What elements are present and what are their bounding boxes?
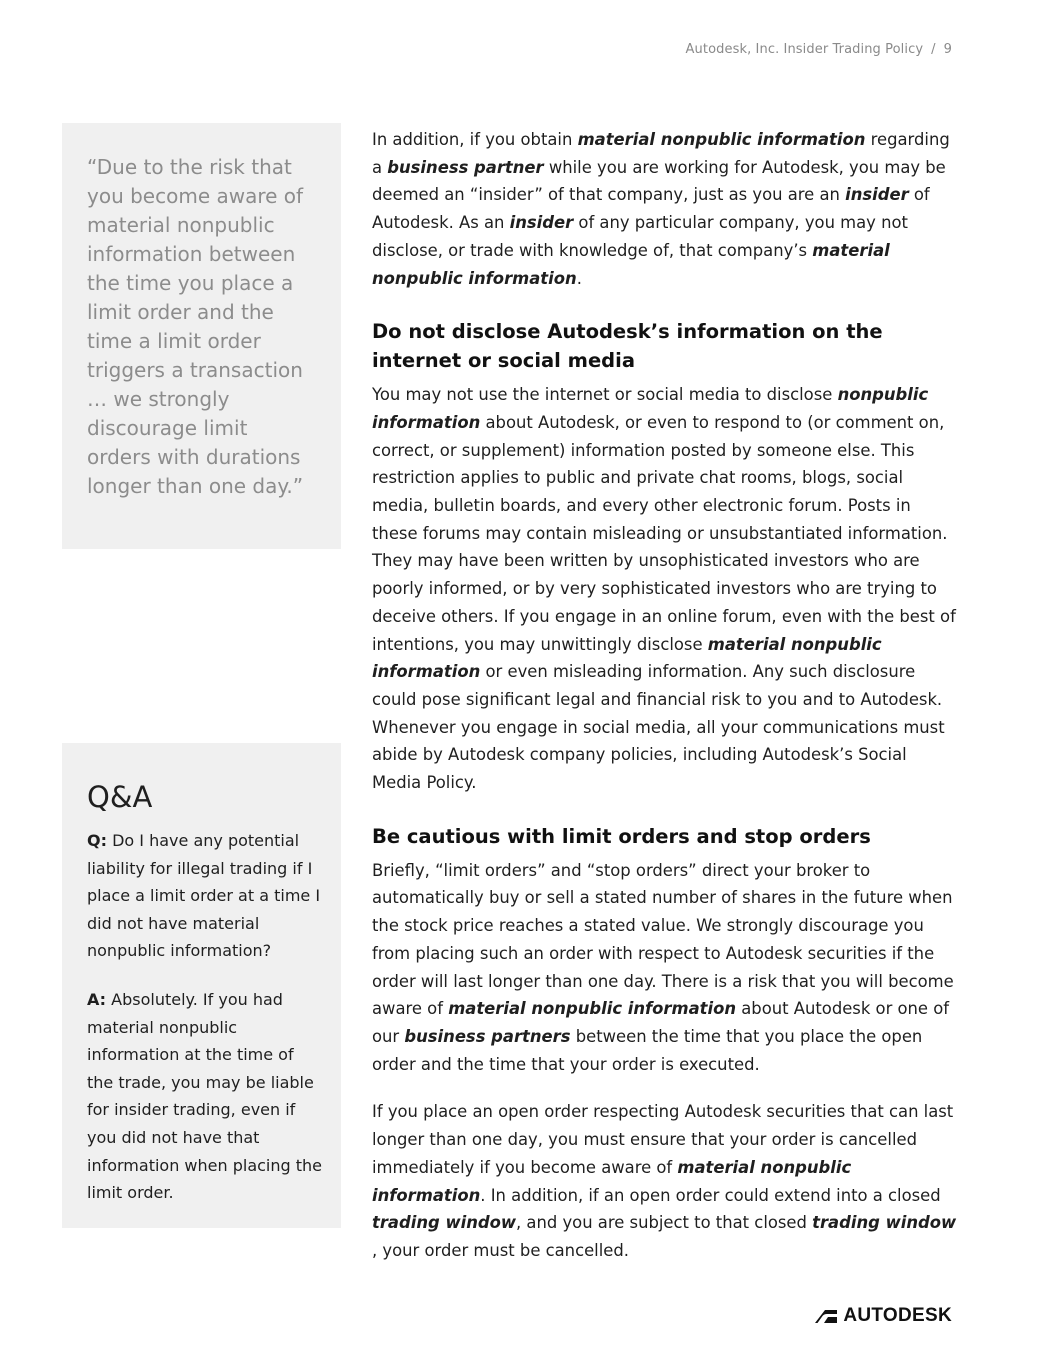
emphasized-term: insider <box>509 213 574 233</box>
emphasized-term: business partners <box>404 1026 571 1046</box>
answer-text: Absolutely. If you had material nonpublic information at the time of the trade, you may be liable for insider trading, even if you did not have that information when placing the limit order. <box>87 989 323 1203</box>
section-heading-limit-orders: Be cautious with limit orders and stop orders <box>372 824 871 848</box>
emphasized-term: material nonpublic information <box>372 634 882 682</box>
pull-quote-box <box>62 123 341 549</box>
section-limit-orders-paragraph-1: Briefly, “limit orders” and “stop orders” direct your broker to automatically buy or sell a stated number of shares in the future when the stock price reaches a stated value. We strongly discourage you from placing such an order with respect to Autodesk securities if the order will last longer than one day. There is a risk that you will become aware of material nonpublic information about Autodesk or one of our business partners between the time that you place the open order and the time that your order is executed. <box>372 860 954 1074</box>
qa-sidebar <box>62 743 341 1228</box>
emphasized-term: material nonpublic information <box>448 999 737 1019</box>
qa-answer <box>87 986 323 1207</box>
pull-quote-text: “Due to the risk that you become aware of material nonpublic information between the time you place a limit order and the time a limit order triggers a transaction … we strongly discourage limit orders with durations longer than one day.” <box>87 155 304 498</box>
intro-paragraph: In addition, if you obtain material nonpublic information regarding a business partner while you are working for Autodesk, you may be deemed an “insider” of that company, just as you are an insider of Autodesk. As an insider of any particular company, you may not disclose, or trade with knowledge of, that company’s material nonpublic information. <box>372 130 950 288</box>
emphasized-term: material nonpublic information <box>372 240 890 288</box>
autodesk-logo <box>815 1305 952 1327</box>
answer-label: A: <box>87 989 107 1009</box>
qa-question <box>87 827 323 965</box>
section-heading-internet: Do not disclose Autodesk’s information on the internet or social media <box>372 320 883 373</box>
autodesk-logo-icon <box>815 1309 837 1323</box>
question-text: Do I have any potential liability for illegal trading if I place a limit order at a time I did not have material nonpublic information? <box>87 831 321 961</box>
running-header <box>686 42 952 57</box>
emphasized-term: insider <box>845 185 909 205</box>
header-separator: / <box>931 42 936 57</box>
emphasized-term: nonpublic information <box>372 385 929 432</box>
question-label: Q: <box>87 831 107 850</box>
emphasized-term: material nonpublic information <box>372 1157 852 1205</box>
emphasized-term: trading window <box>812 1213 957 1233</box>
qa-title: Q&A <box>87 780 153 814</box>
header-title: Autodesk, Inc. Insider Trading Policy <box>685 42 924 57</box>
page-number: 9 <box>943 42 952 57</box>
emphasized-term: business partner <box>387 157 544 177</box>
logo-wordmark: AUTODESK <box>843 1305 952 1326</box>
main-content <box>372 126 960 1265</box>
emphasized-term: material nonpublic information <box>577 130 866 149</box>
section-limit-orders-paragraph-2: If you place an open order respecting Autodesk securities that can last longer than one day, you must ensure that your order is cancelled immediately if you become aware of material nonpublic information. In addition, if an open order could extend into a closed trading window, and you are subject to that closed trading window , your order must be cancelled. <box>372 1102 957 1260</box>
section-internet-body: You may not use the internet or social media to disclose nonpublic information about Autodesk, or even to respond to (or comment on, correct, or supplement) information posted by someone else. This restriction applies to public and private chat rooms, blogs, social media, bulletin boards, and every other electronic forum. Posts in these forums may contain misleading or unsubstantiated information. They may have been written by unsophisticated investors who are poorly informed, or by very sophisticated investors who are trying to deceive others. If you engage in an online forum, even with the best of intentions, you may unwittingly disclose material nonpublic information or even misleading information. Any such disclosure could pose significant legal and financial risk to you and to Autodesk. Whenever you engage in social media, all your communications must abide by Autodesk company policies, including Autodesk’s Social Media Policy. <box>372 385 956 793</box>
emphasized-term: trading window <box>372 1213 517 1233</box>
